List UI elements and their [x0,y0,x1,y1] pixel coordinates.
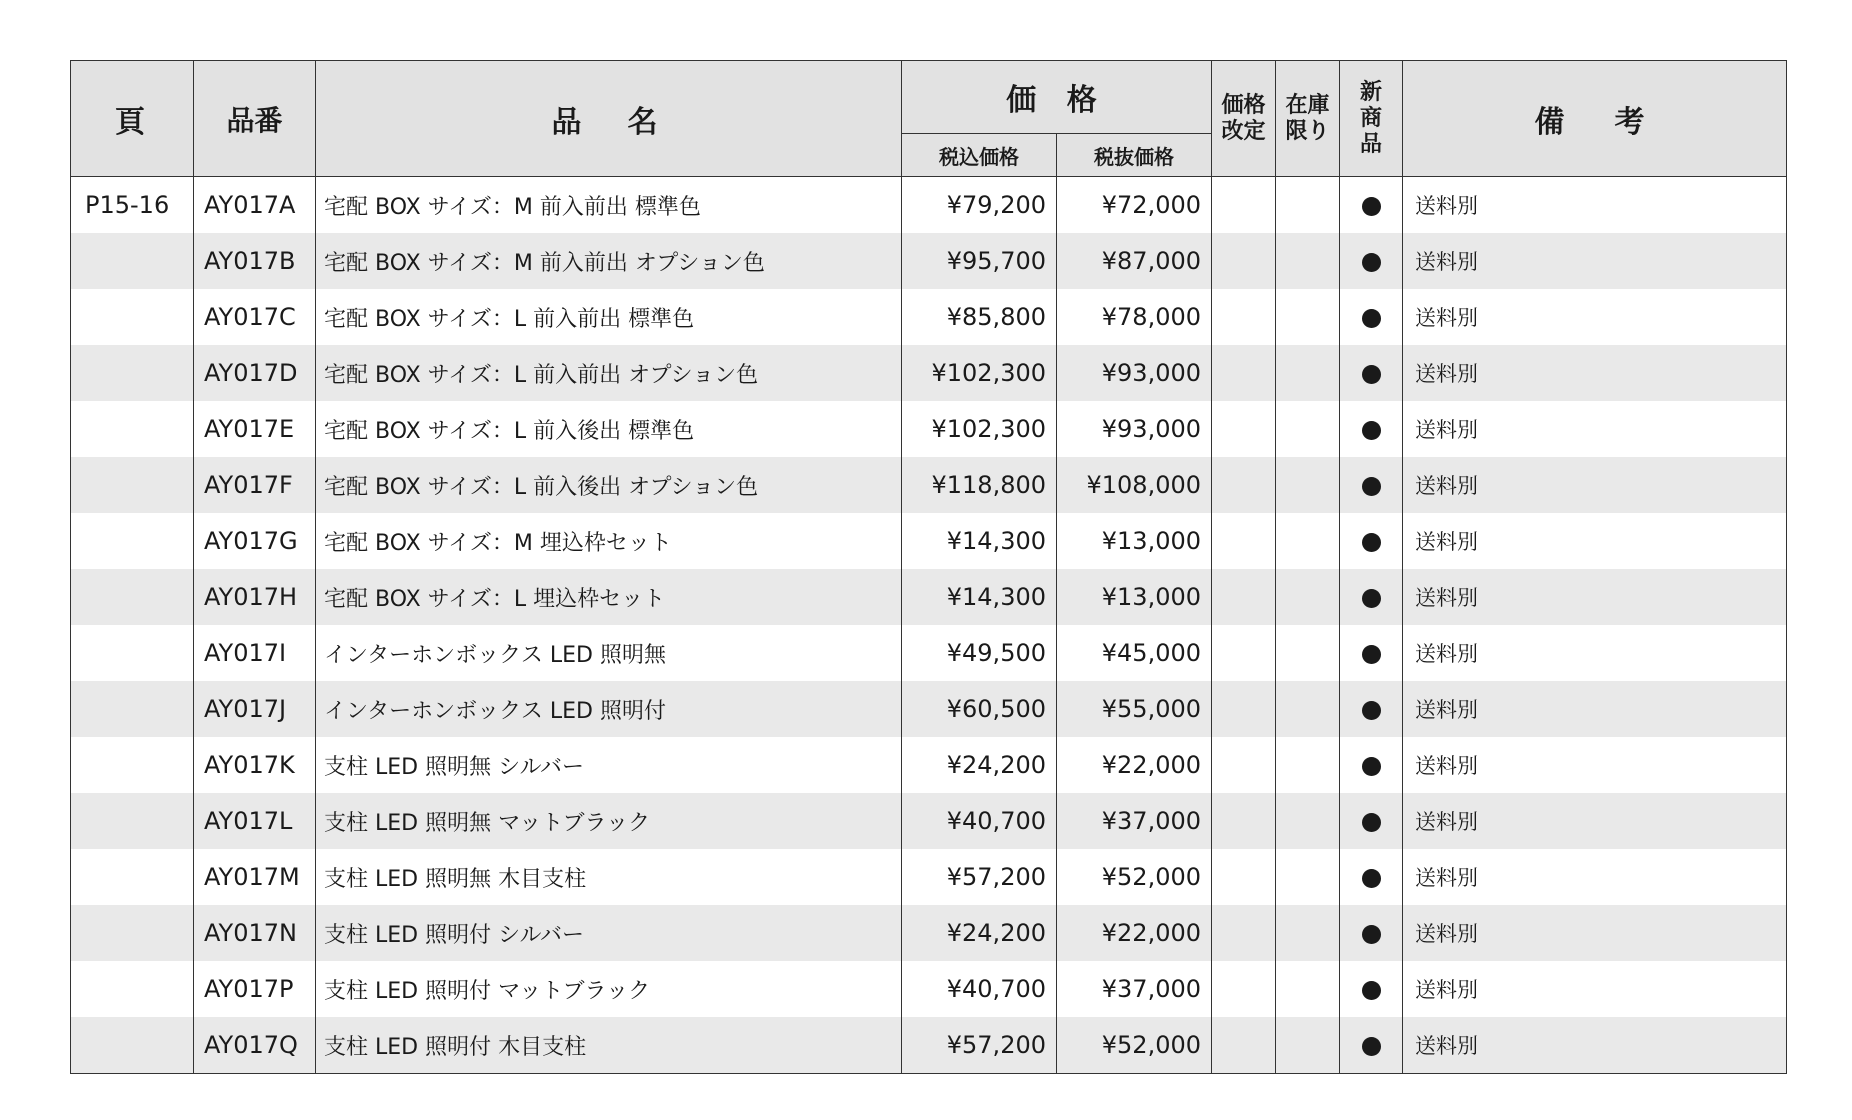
row-page [71,737,194,793]
row-new [1340,961,1403,1017]
table-row [71,569,1787,625]
row-note: 送料別 [1403,457,1787,513]
row-note: 送料別 [1403,233,1787,289]
filled-circle-icon [1362,813,1381,832]
row-page [71,289,194,345]
row-stock-limited [1276,457,1340,513]
row-price-excl: ¥37,000 [1057,961,1212,1017]
filled-circle-icon [1362,589,1381,608]
row-page [71,905,194,961]
row-price-excl: ¥22,000 [1057,737,1212,793]
row-name: 宅配 BOX サイズ：L 前入後出 標準色 [316,401,902,457]
row-new [1340,401,1403,457]
row-stock-limited [1276,793,1340,849]
row-price-excl: ¥108,000 [1057,457,1212,513]
row-price-incl: ¥79,200 [902,177,1057,234]
row-price-excl: ¥52,000 [1057,1017,1212,1074]
table-row [71,793,1787,849]
header-remarks: 備 考 [1403,61,1787,177]
table-row [71,737,1787,793]
row-page [71,849,194,905]
row-note: 送料別 [1403,737,1787,793]
row-name: インターホンボックス LED 照明無 [316,625,902,681]
row-name: 宅配 BOX サイズ：L 前入前出 標準色 [316,289,902,345]
row-name: 宅配 BOX サイズ：M 前入前出 標準色 [316,177,902,234]
row-price-change [1212,457,1276,513]
header-price: 価 格 [902,61,1212,134]
table-row [71,961,1787,1017]
row-price-incl: ¥40,700 [902,961,1057,1017]
row-price-change [1212,849,1276,905]
row-name: 支柱 LED 照明付 木目支柱 [316,1017,902,1074]
row-price-incl: ¥49,500 [902,625,1057,681]
row-new [1340,457,1403,513]
filled-circle-icon [1362,253,1381,272]
row-stock-limited [1276,233,1340,289]
header-price-excl: 税抜価格 [1057,134,1212,177]
header-stock-limited [1276,61,1340,177]
row-price-change [1212,793,1276,849]
row-stock-limited [1276,177,1340,234]
row-price-change [1212,737,1276,793]
row-price-incl: ¥14,300 [902,513,1057,569]
row-price-change [1212,289,1276,345]
filled-circle-icon [1362,309,1381,328]
row-note: 送料別 [1403,849,1787,905]
row-code: AY017B [194,233,316,289]
row-note: 送料別 [1403,569,1787,625]
row-new [1340,625,1403,681]
row-new [1340,849,1403,905]
filled-circle-icon [1362,869,1381,888]
row-price-excl: ¥55,000 [1057,681,1212,737]
row-price-change [1212,625,1276,681]
row-price-excl: ¥78,000 [1057,289,1212,345]
row-price-incl: ¥24,200 [902,737,1057,793]
header-price-change-line2: 改定 [1221,118,1266,144]
filled-circle-icon [1362,1037,1381,1056]
row-price-excl: ¥13,000 [1057,569,1212,625]
row-name: 宅配 BOX サイズ：L 前入前出 オプション色 [316,345,902,401]
row-stock-limited [1276,401,1340,457]
row-new [1340,177,1403,234]
row-price-change [1212,345,1276,401]
row-stock-limited [1276,849,1340,905]
filled-circle-icon [1362,477,1381,496]
table-row [71,513,1787,569]
row-code: AY017G [194,513,316,569]
row-stock-limited [1276,961,1340,1017]
header-name: 品 名 [316,61,902,177]
row-stock-limited [1276,345,1340,401]
row-new [1340,569,1403,625]
row-stock-limited [1276,569,1340,625]
header-new-line3: 品 [1360,131,1383,157]
row-new [1340,905,1403,961]
row-note: 送料別 [1403,177,1787,234]
row-name: 宅配 BOX サイズ：M 前入前出 オプション色 [316,233,902,289]
row-price-change [1212,1017,1276,1074]
table-header [71,61,1787,177]
row-note: 送料別 [1403,961,1787,1017]
row-note: 送料別 [1403,905,1787,961]
row-price-incl: ¥102,300 [902,345,1057,401]
row-stock-limited [1276,513,1340,569]
row-price-excl: ¥93,000 [1057,345,1212,401]
row-code: AY017F [194,457,316,513]
row-price-incl: ¥60,500 [902,681,1057,737]
row-price-excl: ¥72,000 [1057,177,1212,234]
table-row [71,233,1787,289]
row-price-change [1212,401,1276,457]
row-page [71,401,194,457]
row-price-change [1212,233,1276,289]
row-page [71,569,194,625]
row-code: AY017J [194,681,316,737]
filled-circle-icon [1362,197,1381,216]
row-price-change [1212,961,1276,1017]
row-price-excl: ¥87,000 [1057,233,1212,289]
row-code: AY017Q [194,1017,316,1074]
row-name: インターホンボックス LED 照明付 [316,681,902,737]
row-price-incl: ¥95,700 [902,233,1057,289]
table-row [71,905,1787,961]
header-new-product [1340,61,1403,177]
header-new-line2: 商 [1360,105,1383,131]
row-price-incl: ¥102,300 [902,401,1057,457]
row-note: 送料別 [1403,289,1787,345]
row-price-incl: ¥14,300 [902,569,1057,625]
table-body [71,177,1787,1074]
filled-circle-icon [1362,981,1381,1000]
header-stock-line1: 在庫 [1285,92,1330,118]
header-new-line1: 新 [1360,79,1383,105]
row-name: 宅配 BOX サイズ：L 埋込枠セット [316,569,902,625]
row-new [1340,681,1403,737]
row-stock-limited [1276,289,1340,345]
header-code: 品番 [194,61,316,177]
row-name: 支柱 LED 照明付 マットブラック [316,961,902,1017]
table-row [71,345,1787,401]
row-stock-limited [1276,1017,1340,1074]
row-name: 支柱 LED 照明無 マットブラック [316,793,902,849]
filled-circle-icon [1362,533,1381,552]
row-new [1340,737,1403,793]
row-price-change [1212,681,1276,737]
row-stock-limited [1276,681,1340,737]
header-price-incl: 税込価格 [902,134,1057,177]
row-note: 送料別 [1403,513,1787,569]
filled-circle-icon [1362,757,1381,776]
row-page [71,233,194,289]
filled-circle-icon [1362,421,1381,440]
row-price-incl: ¥24,200 [902,905,1057,961]
row-price-excl: ¥37,000 [1057,793,1212,849]
row-new [1340,513,1403,569]
row-price-change [1212,513,1276,569]
row-code: AY017L [194,793,316,849]
row-new [1340,345,1403,401]
table-row [71,681,1787,737]
filled-circle-icon [1362,365,1381,384]
row-name: 支柱 LED 照明無 木目支柱 [316,849,902,905]
header-page: 頁 [71,61,194,177]
row-name: 支柱 LED 照明付 シルバー [316,905,902,961]
row-new [1340,289,1403,345]
table-row [71,289,1787,345]
row-price-excl: ¥13,000 [1057,513,1212,569]
row-new [1340,793,1403,849]
table-row [71,401,1787,457]
row-name: 宅配 BOX サイズ：L 前入後出 オプション色 [316,457,902,513]
row-code: AY017A [194,177,316,234]
row-price-incl: ¥85,800 [902,289,1057,345]
row-page [71,457,194,513]
row-price-incl: ¥118,800 [902,457,1057,513]
row-code: AY017I [194,625,316,681]
row-price-change [1212,569,1276,625]
row-page [71,961,194,1017]
filled-circle-icon [1362,645,1381,664]
row-page [71,625,194,681]
row-page [71,681,194,737]
table-row [71,177,1787,234]
row-new [1340,1017,1403,1074]
row-name: 支柱 LED 照明無 シルバー [316,737,902,793]
row-price-excl: ¥52,000 [1057,849,1212,905]
row-code: AY017C [194,289,316,345]
price-table [70,60,1787,1074]
row-note: 送料別 [1403,1017,1787,1074]
row-price-incl: ¥57,200 [902,1017,1057,1074]
row-price-excl: ¥93,000 [1057,401,1212,457]
row-page [71,1017,194,1074]
row-price-change [1212,177,1276,234]
table-row [71,625,1787,681]
row-code: AY017M [194,849,316,905]
row-page [71,793,194,849]
filled-circle-icon [1362,925,1381,944]
row-stock-limited [1276,625,1340,681]
row-code: AY017E [194,401,316,457]
header-price-change [1212,61,1276,177]
row-note: 送料別 [1403,681,1787,737]
row-note: 送料別 [1403,401,1787,457]
table-row [71,1017,1787,1074]
row-code: AY017N [194,905,316,961]
row-code: AY017P [194,961,316,1017]
table-row [71,457,1787,513]
row-price-incl: ¥40,700 [902,793,1057,849]
row-price-change [1212,905,1276,961]
row-note: 送料別 [1403,345,1787,401]
row-code: AY017D [194,345,316,401]
row-new [1340,233,1403,289]
row-price-incl: ¥57,200 [902,849,1057,905]
filled-circle-icon [1362,701,1381,720]
header-price-change-line1: 価格 [1221,92,1266,118]
row-page [71,513,194,569]
table-row [71,849,1787,905]
row-price-excl: ¥22,000 [1057,905,1212,961]
row-code: AY017K [194,737,316,793]
row-stock-limited [1276,737,1340,793]
row-price-excl: ¥45,000 [1057,625,1212,681]
row-code: AY017H [194,569,316,625]
row-page [71,345,194,401]
header-stock-line2: 限り [1285,118,1330,144]
row-name: 宅配 BOX サイズ：M 埋込枠セット [316,513,902,569]
row-note: 送料別 [1403,793,1787,849]
row-note: 送料別 [1403,625,1787,681]
row-stock-limited [1276,905,1340,961]
row-page: P15-16 [71,177,194,234]
